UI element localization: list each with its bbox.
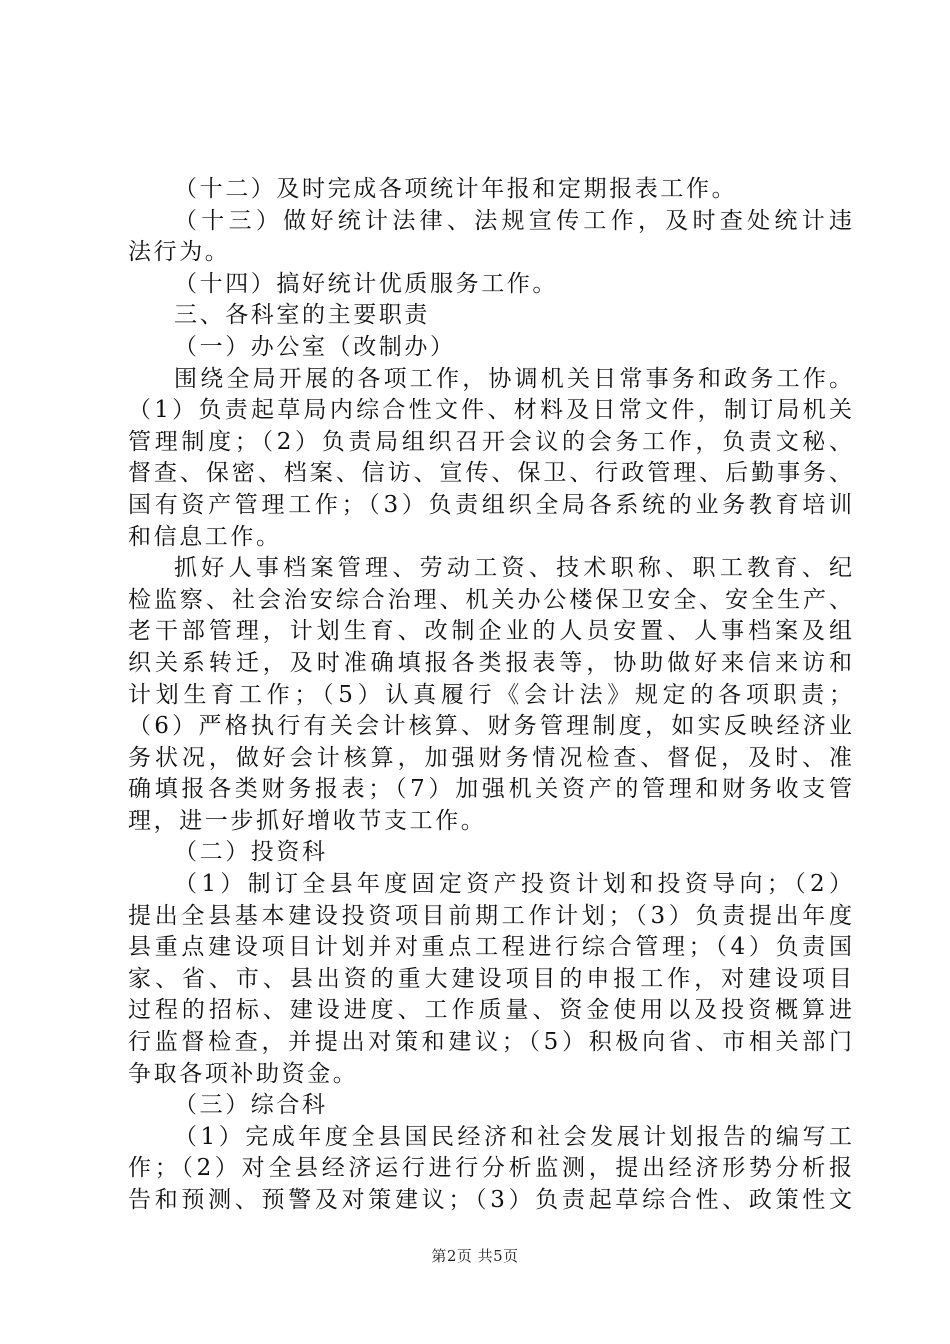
paragraph-line: 过程的招标、建设进度、工作质量、资金使用以及投资概算进 <box>128 997 852 1024</box>
paragraph-line: 确填报各类财务报表；（7）加强机关资产的管理和财务收支管 <box>128 776 852 803</box>
paragraph-line: 争取各项补助资金。 <box>128 1060 359 1087</box>
paragraph-line: 管理制度；（2）负责局组织召开会议的会务工作，负责文秘、 <box>128 428 852 455</box>
paragraph-line: 作；（2）对全县经济运行进行分析监测，提出经济形势分析报 <box>128 1155 852 1182</box>
paragraph-line: 务状况，做好会计核算，加强财务情况检查、督促，及时、准 <box>128 744 852 771</box>
paragraph-line: 法行为。 <box>128 239 231 266</box>
paragraph-line: （十三）做好统计法律、法规宣传工作，及时查处统计违 <box>174 207 852 234</box>
paragraph-line: 检监察、社会治安综合治理、机关办公楼保卫安全、安全生产、 <box>128 586 852 613</box>
paragraph-line: 县重点建设项目计划并对重点工程进行综合管理；（4）负责国 <box>128 934 852 961</box>
paragraph-line: 家、省、市、县出资的重大建设项目的申报工作，对建设项目 <box>128 965 852 992</box>
paragraph-line: （1）制订全县年度固定资产投资计划和投资导向；（2） <box>174 871 852 898</box>
subsection-heading: （一）办公室（改制办） <box>174 333 456 360</box>
paragraph-line: 计划生育工作；（5）认真履行《会计法》规定的各项职责； <box>128 681 852 708</box>
paragraph-line: 提出全县基本建设投资项目前期工作计划；（3）负责提出年度 <box>128 902 852 929</box>
section-heading: 三、各科室的主要职责 <box>174 302 430 329</box>
paragraph-line: 和信息工作。 <box>128 523 282 550</box>
paragraph-line: 国有资产管理工作；（3）负责组织全局各系统的业务教育培训 <box>128 491 852 518</box>
paragraph-line: 抓好人事档案管理、劳动工资、技术职称、职工教育、纪 <box>174 555 852 582</box>
paragraph-line: 老干部管理，计划生育、改制企业的人员安置、人事档案及组 <box>128 618 852 645</box>
document-body <box>128 174 852 1217</box>
paragraph-line: （6）严格执行有关会计核算、财务管理制度，如实反映经济业 <box>128 713 852 740</box>
paragraph-line: 理，进一步抓好增收节支工作。 <box>128 807 487 834</box>
paragraph-line: （1）完成年度全县国民经济和社会发展计划报告的编写工 <box>174 1123 852 1150</box>
paragraph-line: 织关系转迁，及时准确填报各类报表等，协助做好来信来访和 <box>128 649 852 676</box>
paragraph-line: （十四）搞好统计优质服务工作。 <box>174 270 558 297</box>
paragraph-line: （1）负责起草局内综合性文件、材料及日常文件，制订局机关 <box>128 397 852 424</box>
subsection-heading: （三）综合科 <box>174 1092 328 1119</box>
page-footer: 第2页 共5页 <box>431 1247 519 1265</box>
paragraph-line: 行监督检查，并提出对策和建议；（5）积极向省、市相关部门 <box>128 1029 852 1056</box>
paragraph-line: （十二）及时完成各项统计年报和定期报表工作。 <box>174 176 738 202</box>
paragraph-line: 围绕全局开展的各项工作，协调机关日常事务和政务工作。 <box>174 365 852 392</box>
paragraph-line: 督查、保密、档案、信访、宣传、保卫、行政管理、后勤事务、 <box>128 460 852 487</box>
paragraph-line: 告和预测、预警及对策建议；（3）负责起草综合性、政策性文 <box>128 1187 852 1213</box>
subsection-heading: （二）投资科 <box>174 839 328 866</box>
